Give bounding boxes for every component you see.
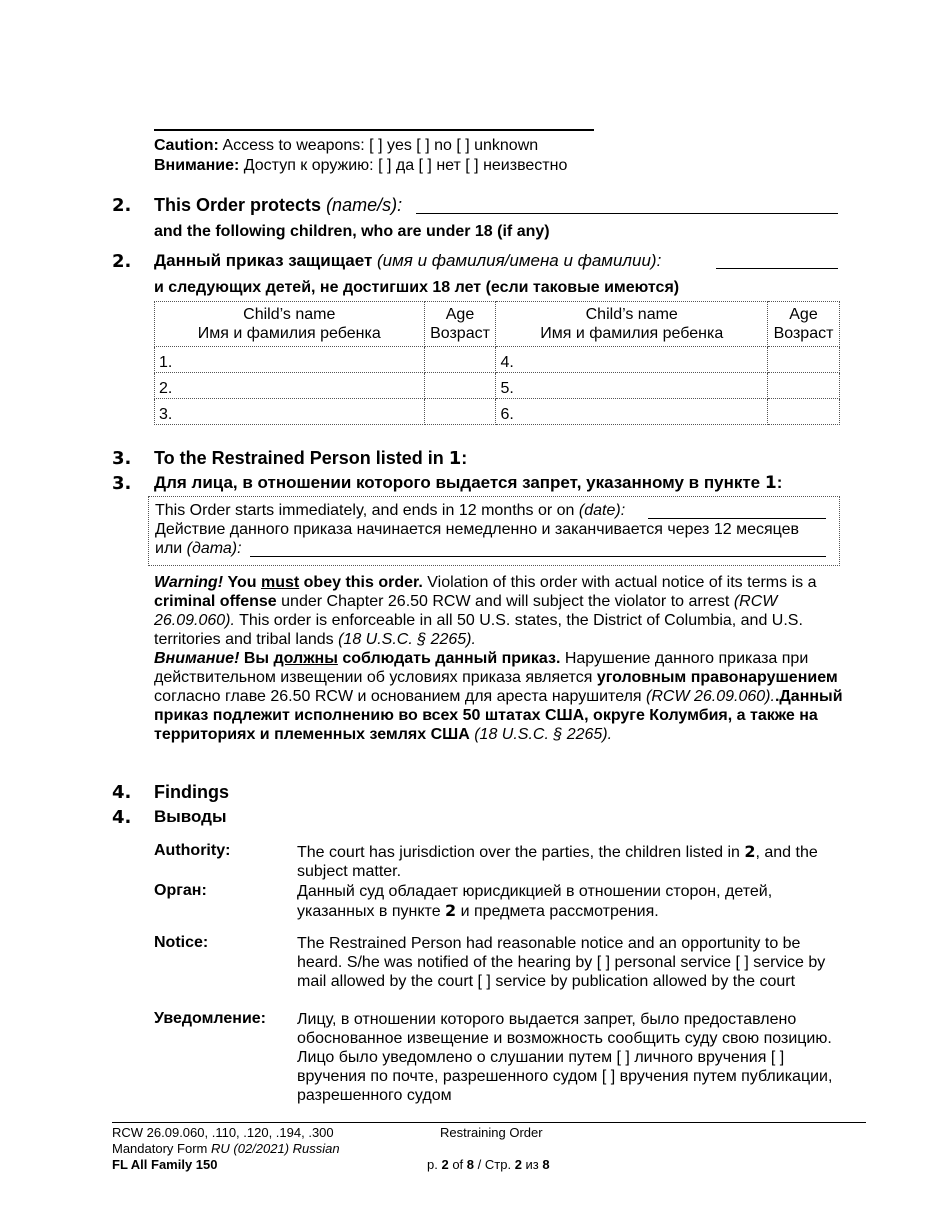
child-age-cell[interactable] bbox=[424, 399, 496, 425]
header-child-name-right: Child’s name Имя и фамилия ребенка bbox=[496, 302, 768, 347]
footer-doc-title: Restraining Order bbox=[440, 1125, 543, 1140]
section-3-title-en: To the Restrained Person listed in 1: bbox=[154, 448, 468, 469]
child-name-cell[interactable]: 6. bbox=[496, 399, 768, 425]
caution-ru-text: Доступ к оружию: [ ] да [ ] нет [ ] неизвестно bbox=[243, 157, 568, 174]
section-2-title-ru-text: Данный приказ защищает bbox=[154, 251, 373, 270]
authority-label: Authority: bbox=[154, 842, 231, 859]
section-3-title-ru: Для лица, в отношении которого выдается запрет, указанному в пункте 1: bbox=[154, 473, 783, 493]
children-table-header bbox=[155, 302, 840, 347]
children-table bbox=[154, 301, 840, 425]
caution-ru-label: Внимание: bbox=[154, 157, 240, 174]
authority-text: The court has jurisdiction over the parties, the children listed in 2, and the subject matter. bbox=[297, 842, 818, 880]
section-4-title-ru: Выводы bbox=[154, 807, 227, 826]
duration-ru: Действие данного приказа начинается немедленно и заканчивается через 12 месяцев bbox=[155, 521, 800, 538]
top-rule bbox=[154, 129, 594, 131]
child-name-cell[interactable]: 3. bbox=[155, 399, 425, 425]
section-2-title-ru-hint: (имя и фамилия/имена и фамилии): bbox=[377, 251, 662, 270]
end-date-field-ru[interactable] bbox=[250, 556, 826, 557]
child-age-cell[interactable] bbox=[424, 373, 496, 399]
table-row bbox=[155, 399, 840, 425]
child-name-cell[interactable]: 2. bbox=[155, 373, 425, 399]
organ-label: Орган: bbox=[154, 882, 207, 899]
footer-left bbox=[112, 1125, 340, 1173]
table-row bbox=[155, 347, 840, 373]
footer-rcw: RCW 26.09.060, .110, .120, .194, .300 bbox=[112, 1125, 334, 1140]
footer-rule bbox=[112, 1122, 866, 1123]
section-2-title-en bbox=[154, 195, 402, 216]
section-3-number-ru: 3. bbox=[112, 473, 132, 494]
child-age-cell[interactable] bbox=[767, 373, 839, 399]
end-date-field[interactable] bbox=[648, 518, 826, 519]
section-2-title-ru bbox=[154, 251, 661, 271]
child-name-cell[interactable]: 5. bbox=[496, 373, 768, 399]
section-2-children-en: and the following children, who are under 18 (if any) bbox=[154, 223, 550, 240]
duration-en: This Order starts immediately, and ends in 12 months or on (date): bbox=[155, 502, 626, 519]
section-4-number-ru: 4. bbox=[112, 807, 132, 828]
caution-en-label: Caution: bbox=[154, 137, 219, 154]
warning-en: Warning! You must obey this order. Violation of this order with actual notice of its terms is a criminal offense under Chapter 26.50 RCW and will subject the violator to arrest (RCW 26.09.060). This order is enforceable in all 50 U.S. states, the District of Columbia, and U.S. territories and tribal lands (18 U.S.C. § 2265). bbox=[154, 574, 817, 648]
warning-ru: Внимание! Вы должны соблюдать данный приказ. Нарушение данного приказа при действительном извещении об условиях приказа является уголовным правонарушением согласно главе 26.50 RCW и основанием для ареста нарушителя (RCW 26.09.060)..Данный приказ подлежит исполнению во всех 50 штатах США, округе Колумбия, а также на территориях и племенных землях США (18 U.S.C. § 2265). bbox=[154, 650, 843, 743]
header-age-right: Age Возраст bbox=[767, 302, 839, 347]
header-child-name-left: Child’s name Имя и фамилия ребенка bbox=[155, 302, 425, 347]
section-2-number-ru: 2. bbox=[112, 251, 132, 272]
organ-text: Данный суд обладает юрисдикцией в отношении сторон, детей, указанных в пункте 2 и предмета рассмотрения. bbox=[297, 883, 773, 920]
section-4-number-en: 4. bbox=[112, 782, 132, 803]
footer-form-id: FL All Family 150 bbox=[112, 1157, 218, 1172]
child-age-cell[interactable] bbox=[424, 347, 496, 373]
section-2-children-ru: и следующих детей, не достигших 18 лет (если таковые имеются) bbox=[154, 279, 680, 296]
child-age-cell[interactable] bbox=[767, 347, 839, 373]
caution-en-text: Access to weapons: [ ] yes [ ] no [ ] unknown bbox=[222, 137, 539, 154]
protected-names-field[interactable] bbox=[416, 213, 838, 214]
footer-page-number: p. 2 of 8 / Стр. 2 из 8 bbox=[427, 1157, 550, 1172]
section-2-title-en-hint: (name/s): bbox=[326, 195, 403, 215]
caution-en bbox=[154, 137, 538, 155]
protected-names-field-ru[interactable] bbox=[716, 268, 838, 269]
notice-text: The Restrained Person had reasonable notice and an opportunity to be heard. S/he was notified of the hearing by [ ] personal service [ ] service by mail allowed by the court [ ] service by publication allowed by the court bbox=[297, 935, 826, 990]
header-age-left: Age Возраст bbox=[424, 302, 496, 347]
notice-label: Notice: bbox=[154, 934, 209, 951]
caution-ru bbox=[154, 157, 567, 175]
section-4-title-en: Findings bbox=[154, 782, 229, 802]
section-3-number-en: 3. bbox=[112, 448, 132, 469]
table-row bbox=[155, 373, 840, 399]
child-name-cell[interactable]: 4. bbox=[496, 347, 768, 373]
section-2-title-en-text: This Order protects bbox=[154, 195, 322, 215]
duration-ru-2: или (дата): bbox=[155, 540, 242, 557]
child-age-cell[interactable] bbox=[767, 399, 839, 425]
notice-ru-label: Уведомление: bbox=[154, 1010, 266, 1027]
notice-ru-text: Лицу, в отношении которого выдается запрет, было предоставлено обоснованное извещение и возможность сообщить суду свою позицию. Лицо было уведомлено о слушании путем [ ] личного вручения [ ] вручения по почте, разрешенного судом [ ] вручения путем публикации, разрешенного судом bbox=[297, 1011, 833, 1104]
child-name-cell[interactable]: 1. bbox=[155, 347, 425, 373]
section-2-number-en: 2. bbox=[112, 195, 132, 216]
footer-mandatory: Mandatory Form RU (02/2021) Russian bbox=[112, 1141, 340, 1156]
